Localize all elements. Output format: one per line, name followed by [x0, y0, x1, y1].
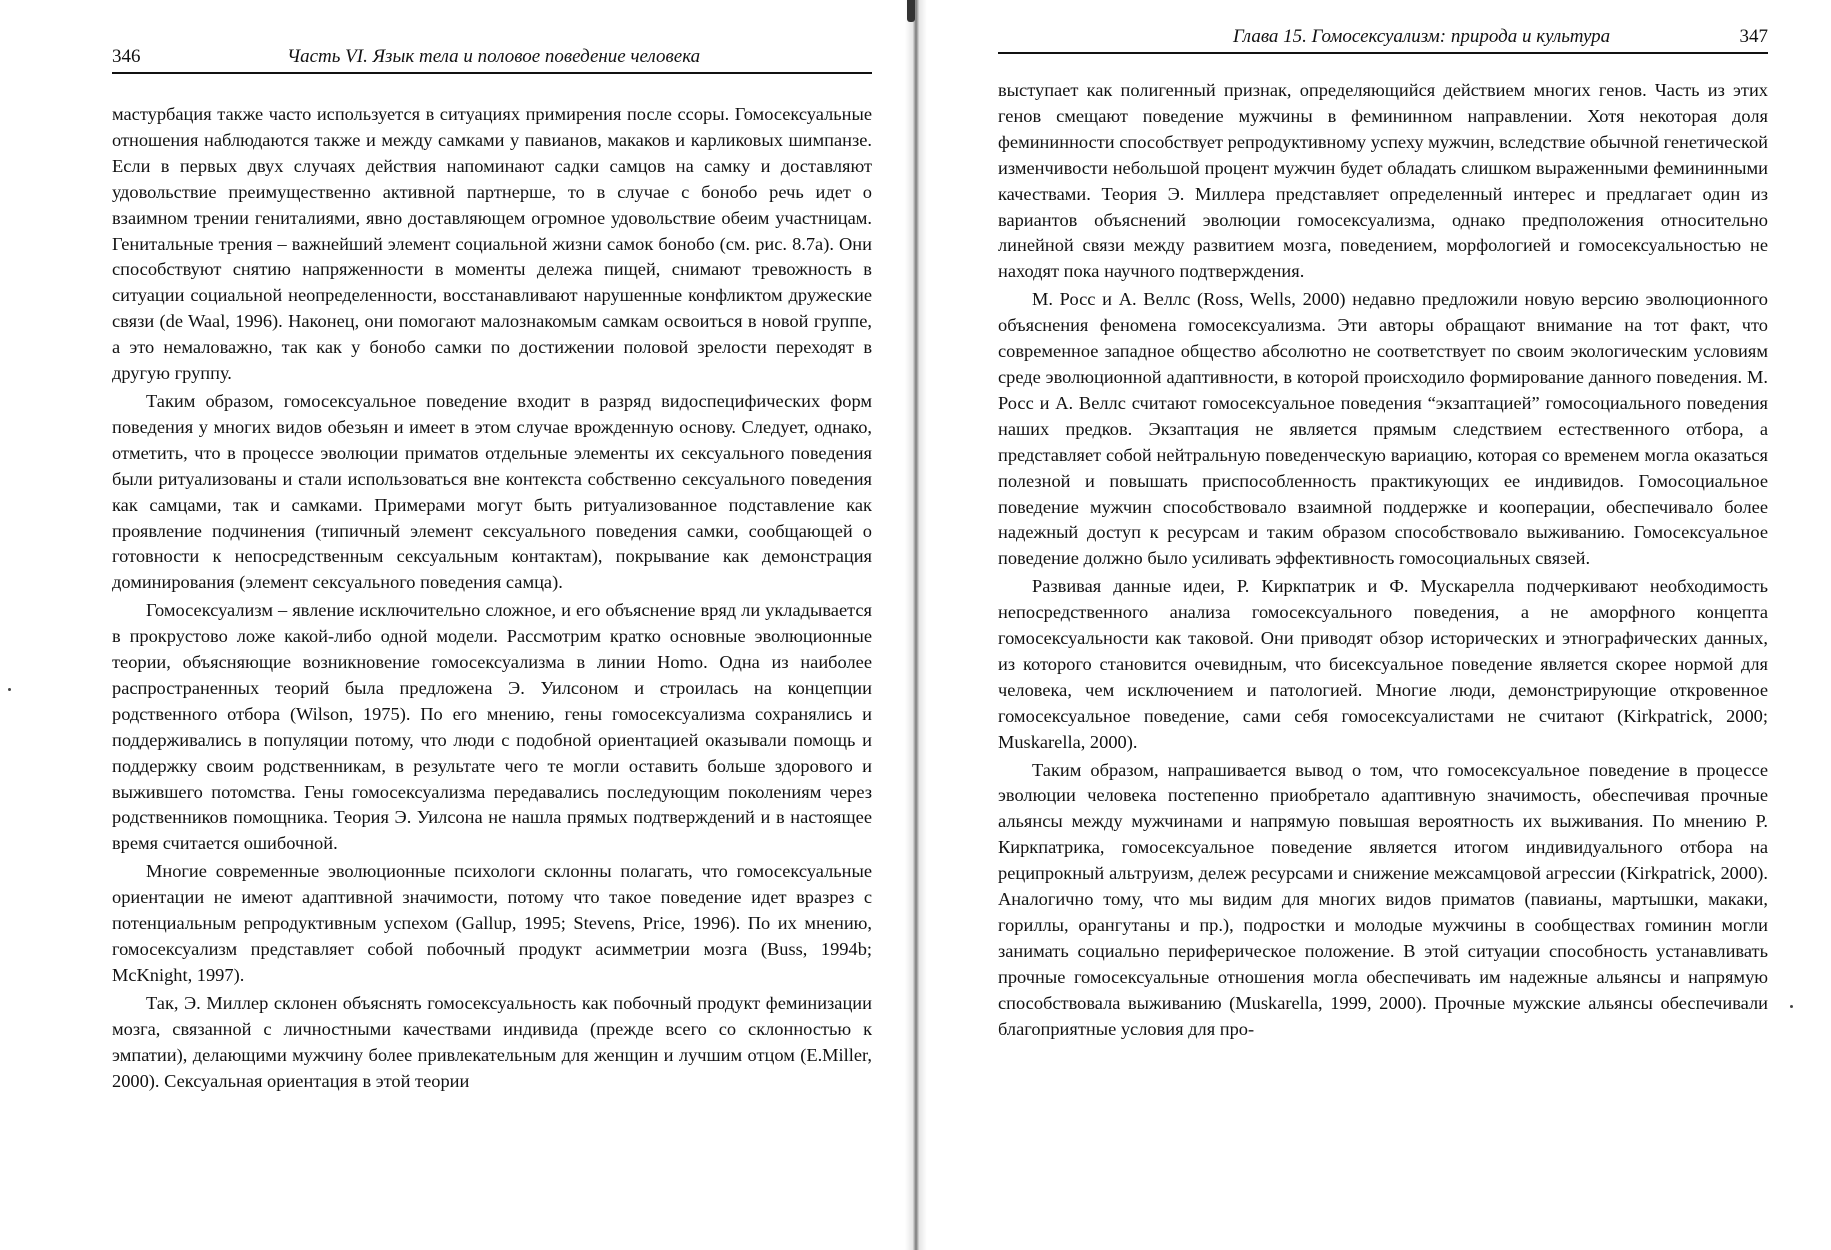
- paragraph: Так, Э. Миллер склонен объяснять гомосексуальность как побочный продукт феминизации мозга, связанной с личностными качествами индивида (прежде всего со склонностью к эмпатии), делающими мужчину более привлекательным для женщин и лучшим отцом (E.Miller, 2000). Сексуальная ориентация в этой теории: [112, 992, 872, 1091]
- left-page-number: 346: [112, 46, 141, 67]
- scan-speck: [8, 688, 11, 691]
- left-page: [0, 0, 910, 1250]
- left-running-head: Часть VI. Язык тела и половое поведение человека: [287, 46, 701, 67]
- paragraph: Таким образом, напрашивается вывод о том, что гомосексуальное поведение в процессе эволюции человека постепенно приобретало адаптивную значимость, обеспечивая прочные альянсы между мужчинами и напрямую повышая вероятность их выживания. По мнению Р. Киркпатрика, гомосексуальное поведение является итогом индивидуального отбора на реципрокный альтруизм, дележ ресурсами и снижение межсамцовой агрессии (Kirkpatrick, 2000). Аналогично тому, что мы видим для многих видов приматов (павианы, мартышки, макаки, гориллы, орангутаны и пр.), подростки и молодые мужчины в сообществах гоминин могли занимать социально периферическое положение. В этой ситуации способность устанавливать прочные гомосексуальные отношения могла обеспечивать им надежные альянсы и напрямую способствовала выживанию (Muskarella, 1999, 2000). Прочные мужские альянсы обеспечивали благоприятные условия для про-: [998, 759, 1768, 1039]
- paragraph: выступает как полигенный признак, определяющийся действием многих генов. Часть из этих генов смещают поведение мужчины в фемининном направлении. Хотя некоторая доля фемининности способствует репродуктивному успеху мужчин, вследствие обычной генетической изменчивости небольшой процент мужчин будет обладать слишком выраженными фемининными качествами. Теория Э. Миллера представляет определенный интерес и предлагает один из вариантов объяснений эволюции гомосексуализма, однако предположения относительно линейной связи между развитием мозга, поведением, морфологией и гомосексуальностью не находят пока научного подтверждения.: [998, 80, 1768, 282]
- paragraph: мастурбация также часто используется в ситуациях примирения после ссоры. Гомосексуальные отношения наблюдаются также и между самками у павианов, макаков и карликовых шимпанзе. Если в первых двух случаях действия напоминают садки самцов на самку и доставляют удовольствие преимущественно активной партнерше, то в случае с бонобо речь идет о взаимном трении гениталиями, явно доставляющем огромное удовольствие обеим участницам. Генитальные трения – важнейший элемент социальной жизни самок бонобо (см. рис. 8.7а). Они способствуют снятию напряженности в моменты дележа пищей, снимают тревожность в ситуации социальной неопределенности, восстанавливают нарушенные конфликтом дружеские связи (de Waal, 1996). Наконец, они помогают малознакомым самкам освоиться в новой группе, а это немаловажно, так как у бонобо самки по достижении половой зрелости переходят в другую группу.: [112, 104, 872, 384]
- paragraph: Гомосексуализм – явление исключительно сложное, и его объяснение вряд ли укладывается в прокрустово ложе какой-либо одной модели. Рассмотрим кратко основные эволюционные теории, объясняющие возникновение гомосексуализма в линии Homo. Одна из наиболее распространенных теорий была предложена Э. Уилсоном и строилась на концепции родственного отбора (Wilson, 1975). По его мнению, гены гомосексуализма сохранялись и поддерживались в популяции потому, что люди с подобной ориентацией оказывали помощь и поддержку своим родственникам, в результате чего те могли оставить больше здорового и выжившего потомства. Гены гомосексуализма передавались последующим поколениям через родственников помощника. Теория Э. Уилсона не нашла прямых подтверждений и в настоящее время считается ошибочной.: [112, 600, 872, 854]
- right-running-head: Глава 15. Гомосексуализм: природа и культура: [1233, 26, 1611, 47]
- right-page-header: [998, 22, 1768, 54]
- binding-mark: [907, 0, 915, 22]
- paragraph: М. Росс и А. Веллс (Ross, Wells, 2000) недавно предложили новую версию эволюционного объяснения феномена гомосексуализма. Эти авторы обращают внимание на тот факт, что современное западное общество абсолютно не соответствует по своим экологическим условиям среде эволюционной адаптивности, в которой происходило формирование данного поведения. М. Росс и А. Веллс считают гомосексуальное поведения “экзаптацией” гомосоциального поведения наших предков. Экзаптация не является прямым следствием естественного отбора, а представляет собой нейтральную поведенческую вариацию, которая со временем могла оказаться полезной и повышать приспособленность практикующих ее индивидов. Гомосоциальное поведение мужчин способствовало взаимной поддержке и кооперации, обеспечивало более надежный доступ к ресурсам и таким образом способствовало выживанию. Гомосексуальное поведение должно было усиливать эффективность гомосоциальных связей.: [998, 289, 1768, 569]
- left-page-header: [112, 42, 872, 74]
- paragraph: Развивая данные идеи, Р. Киркпатрик и Ф. Мускарелла подчеркивают необходимость непосредственного анализа гомосексуального поведения, а не аморфного концепта гомосексуальности как таковой. Они приводят обзор исторических и этнографических данных, из которого становится очевидным, что бисексуальное поведение является скорее нормой для человека, чем исключением и патологией. Многие люди, демонстрирующие откровенное гомосексуальное поведение, сами себя гомосексуалистами не считают (Kirkpatrick, 2000; Muskarella, 2000).: [998, 576, 1768, 752]
- right-page-body: [998, 78, 1768, 1043]
- right-page-number: 347: [1739, 26, 1768, 47]
- right-page: [920, 0, 1831, 1250]
- paragraph: Таким образом, гомосексуальное поведение входит в разряд видоспецифических форм поведения у многих видов обезьян и имеет в этом случае врожденную основу. Следует, однако, отметить, что в процессе эволюции приматов отдельные элементы их сексуального поведения были ритуализованы и стали использоваться вне контекста собственно сексуального поведения как самцами, так и самками. Примерами могут быть ритуализованное подставление как проявление подчинения (типичный элемент сексуального поведения самки, сообщающей о готовности к непосредственным сексуальным контактам), покрывание как демонстрация доминирования (элемент сексуального поведения самца).: [112, 390, 872, 593]
- paragraph: Многие современные эволюционные психологи склонны полагать, что гомосексуальные ориентации не имеют адаптивной значимости, потому что такое поведение идет вразрез с потенциальным репродуктивным успехом (Gallup, 1995; Stevens, Price, 1996). По их мнению, гомосексуализм представляет собой побочный продукт асимметрии мозга (Buss, 1994b; McKnight, 1997).: [112, 861, 872, 985]
- scan-speck: [1790, 1005, 1793, 1008]
- left-page-body: [112, 102, 872, 1094]
